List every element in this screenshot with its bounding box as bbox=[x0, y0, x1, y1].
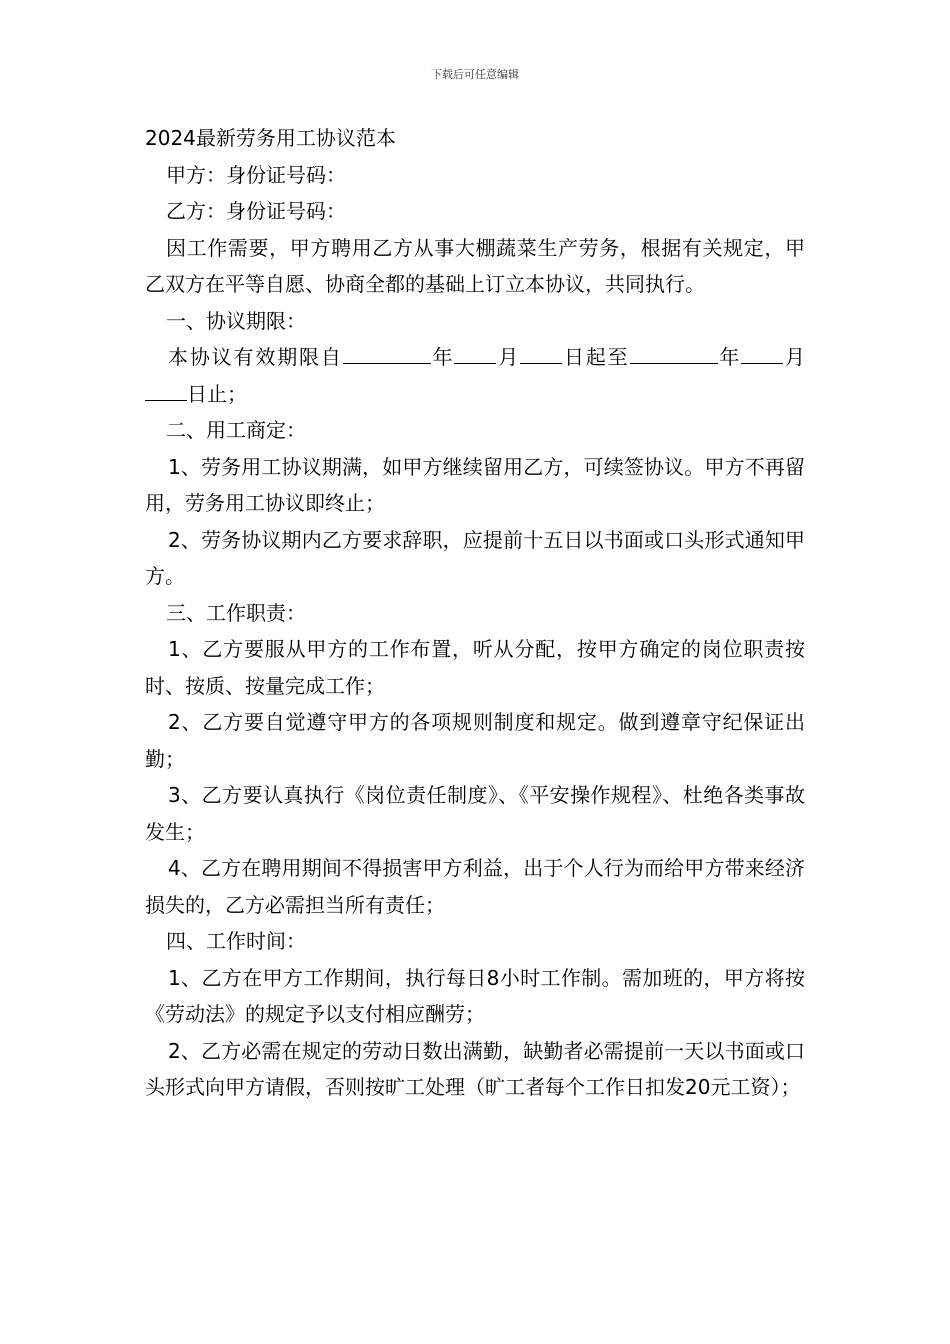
start-month-blank bbox=[454, 345, 496, 364]
document-title: 2024最新劳务用工协议范本 bbox=[145, 126, 396, 150]
term-month2-label: 月 bbox=[783, 345, 806, 369]
section-3-item-1: 1、乙方要服从甲方的工作布置，听从分配，按甲方确定的岗位职责按时、按质、按量完成工作； bbox=[145, 637, 805, 698]
section-3-title: 三、工作职责： bbox=[166, 600, 306, 625]
term-year2-label: 年 bbox=[717, 345, 742, 369]
start-day-blank bbox=[520, 345, 562, 364]
end-year-blank bbox=[630, 345, 718, 364]
party-b-line: 乙方：身份证号码： bbox=[166, 199, 346, 223]
section-2-item-2: 2、劳务协议期内乙方要求辞职，应提前十五日以书面或口头形式通知甲方。 bbox=[145, 527, 805, 588]
party-a-line: 甲方：身份证号码： bbox=[166, 162, 346, 187]
end-month-blank bbox=[741, 345, 783, 364]
start-year-blank bbox=[343, 345, 431, 364]
section-3-item-2: 2、乙方要自觉遵守甲方的各项规则制度和规定。做到遵章守纪保证出勤； bbox=[145, 710, 805, 771]
term-month-label: 月 bbox=[496, 345, 521, 369]
intro-paragraph: 因工作需要，甲方聘用乙方从事大棚蔬菜生产劳务，根据有关规定，甲乙双方在平等自愿、协商全都的基础上订立本协议，共同执行。 bbox=[145, 235, 805, 296]
term-day-from-label: 日起至 bbox=[562, 345, 630, 369]
document-body bbox=[145, 120, 805, 1106]
section-3-item-3: 3、乙方要认真执行《岗位责任制度》、《平安操作规程》、杜绝各类事故发生； bbox=[145, 783, 805, 844]
term-paragraph bbox=[145, 339, 805, 412]
term-text-start: 本协议有效期限自 bbox=[168, 345, 343, 369]
section-4-item-1: 1、乙方在甲方工作期间，执行每日8小时工作制。需加班的，甲方将按《劳动法》的规定予以支付相应酬劳； bbox=[145, 965, 805, 1026]
page-header-note: 下载后可任意编辑 bbox=[431, 68, 519, 81]
term-end-label: 日止； bbox=[187, 381, 247, 406]
term-year-label: 年 bbox=[430, 345, 455, 369]
section-4-item-2: 2、乙方必需在规定的劳动日数出满勤，缺勤者必需提前一天以书面或口头形式向甲方请假，否则按旷工处理（旷工者每个工作日扣发20元工资）； bbox=[145, 1038, 805, 1099]
section-1-title: 一、协议期限： bbox=[166, 308, 306, 333]
end-day-blank bbox=[145, 382, 187, 401]
section-4-title: 四、工作时间： bbox=[166, 929, 306, 953]
section-2-title: 二、用工商定： bbox=[166, 418, 306, 442]
section-3-item-4: 4、乙方在聘用期间不得损害甲方利益，出于个人行为而给甲方带来经济损失的，乙方必需担当所有责任； bbox=[145, 856, 805, 917]
section-2-item-1: 1、劳务用工协议期满，如甲方继续留用乙方，可续签协议。甲方不再留用，劳务用工协议即终止； bbox=[145, 454, 805, 515]
